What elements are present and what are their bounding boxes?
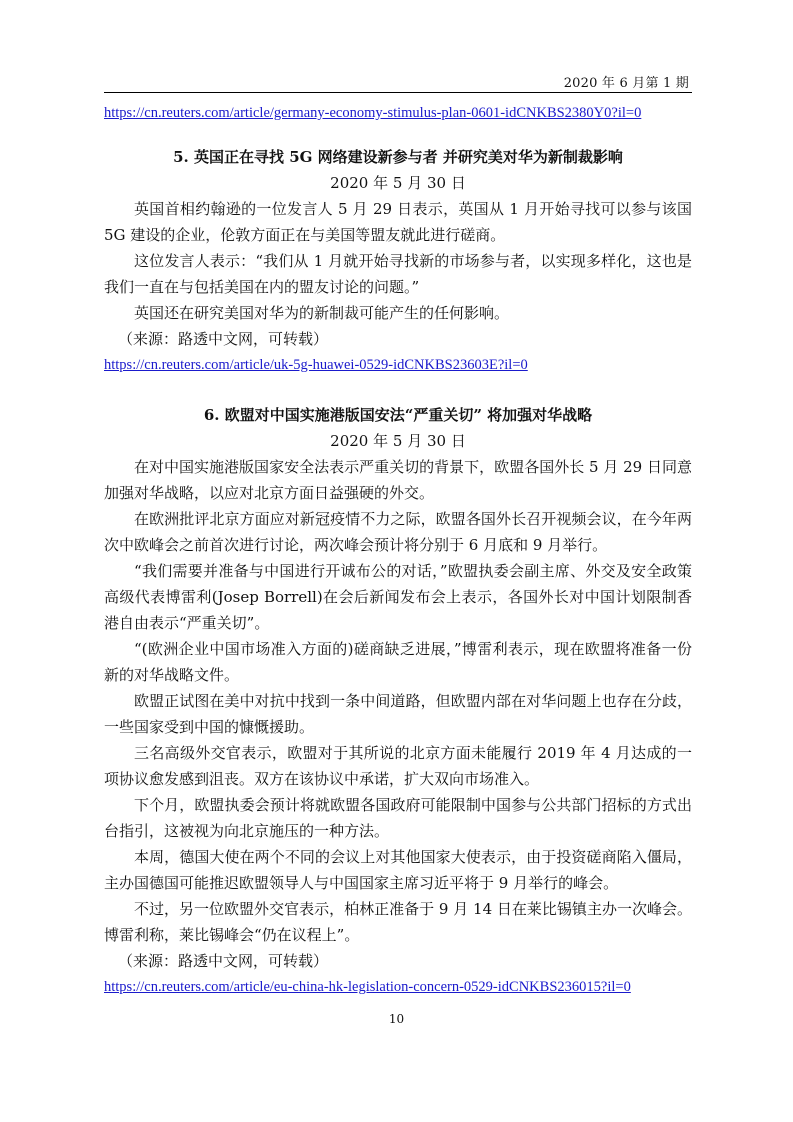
article-paragraph: 不过，另一位欧盟外交官表示，柏林正准备于 9 月 14 日在莱比锡镇主办一次峰会。博雷利称，莱比锡峰会“仍在议程上”。 <box>104 900 692 944</box>
article-paragraph: 欧盟正试图在美中对抗中找到一条中间道路，但欧盟内部在对华问题上也存在分歧，一些国家受到中国的慷慨援助。 <box>104 692 692 736</box>
article-paragraph: “(欧洲企业中国市场准入方面的)磋商缺乏进展，”博雷利表示，现在欧盟将准备一份新的对华战略文件。 <box>104 640 692 684</box>
article-5 <box>104 144 692 378</box>
article-source: （来源：路透中文网，可转载） <box>118 330 329 348</box>
top-source-link[interactable]: https://cn.reuters.com/article/germany-economy-stimulus-plan-0601-idCNKBS2380Y0?il=0 <box>104 105 642 121</box>
article-title: 5. 英国正在寻找 5G 网络建设新参与者 并研究美对华为新制裁影响 <box>173 148 623 166</box>
article-paragraph: 在欧洲批评北京方面应对新冠疫情不力之际，欧盟各国外长召开视频会议，在今年两次中欧峰会之前首次进行讨论，两次峰会预计将分别于 6 月底和 9 月举行。 <box>104 510 692 554</box>
article-paragraph: 本周，德国大使在两个不同的会议上对其他国家大使表示，由于投资磋商陷入僵局，主办国德国可能推迟欧盟领导人与中国国家主席习近平将于 9 月举行的峰会。 <box>104 848 692 892</box>
spacer <box>104 126 692 144</box>
article-date: 2020 年 5 月 30 日 <box>330 174 466 192</box>
article-paragraph: “我们需要并准备与中国进行开诚布公的对话，”欧盟执委会副主席、外交及安全政策高级代表博雷利(Josep Borrell)在会后新闻发布会上表示，各国外长对中国计划限制香港自由表示“严重关切”。 <box>104 562 692 632</box>
spacer <box>104 378 692 402</box>
issue-label: 2020 年 6 月第 1 期 <box>563 76 689 91</box>
header-rule <box>104 92 692 93</box>
article-source: （来源：路透中文网，可转载） <box>118 952 329 970</box>
page-content <box>104 100 692 1000</box>
article-title: 6. 欧盟对中国实施港版国安法“严重关切” 将加强对华战略 <box>203 406 593 424</box>
page-number: 10 <box>388 1012 405 1026</box>
article-6 <box>104 402 692 1000</box>
article-link[interactable]: https://cn.reuters.com/article/eu-china-hk-legislation-concern-0529-idCNKBS236015?il=0 <box>104 979 631 995</box>
article-paragraph: 英国首相约翰逊的一位发言人 5 月 29 日表示，英国从 1 月开始寻找可以参与该国 5G 建设的企业，伦敦方面正在与美国等盟友就此进行磋商。 <box>104 200 692 244</box>
article-paragraph: 下个月，欧盟执委会预计将就欧盟各国政府可能限制中国参与公共部门招标的方式出台指引，这被视为向北京施压的一种方法。 <box>104 796 692 840</box>
article-paragraph: 三名高级外交官表示，欧盟对于其所说的北京方面未能履行 2019 年 4 月达成的一项协议愈发感到沮丧。双方在该协议中承诺，扩大双向市场准入。 <box>104 744 692 788</box>
article-date: 2020 年 5 月 30 日 <box>330 432 466 450</box>
article-paragraph: 这位发言人表示：“我们从 1 月就开始寻找新的市场参与者，以实现多样化，这也是我们一直在与包括美国在内的盟友讨论的问题。” <box>104 252 692 296</box>
article-paragraph: 在对中国实施港版国家安全法表示严重关切的背景下，欧盟各国外长 5 月 29 日同意加强对华战略，以应对北京方面日益强硬的外交。 <box>104 458 692 502</box>
article-link[interactable]: https://cn.reuters.com/article/uk-5g-huawei-0529-idCNKBS23603E?il=0 <box>104 357 528 373</box>
article-paragraph: 英国还在研究美国对华为的新制裁可能产生的任何影响。 <box>134 304 510 322</box>
